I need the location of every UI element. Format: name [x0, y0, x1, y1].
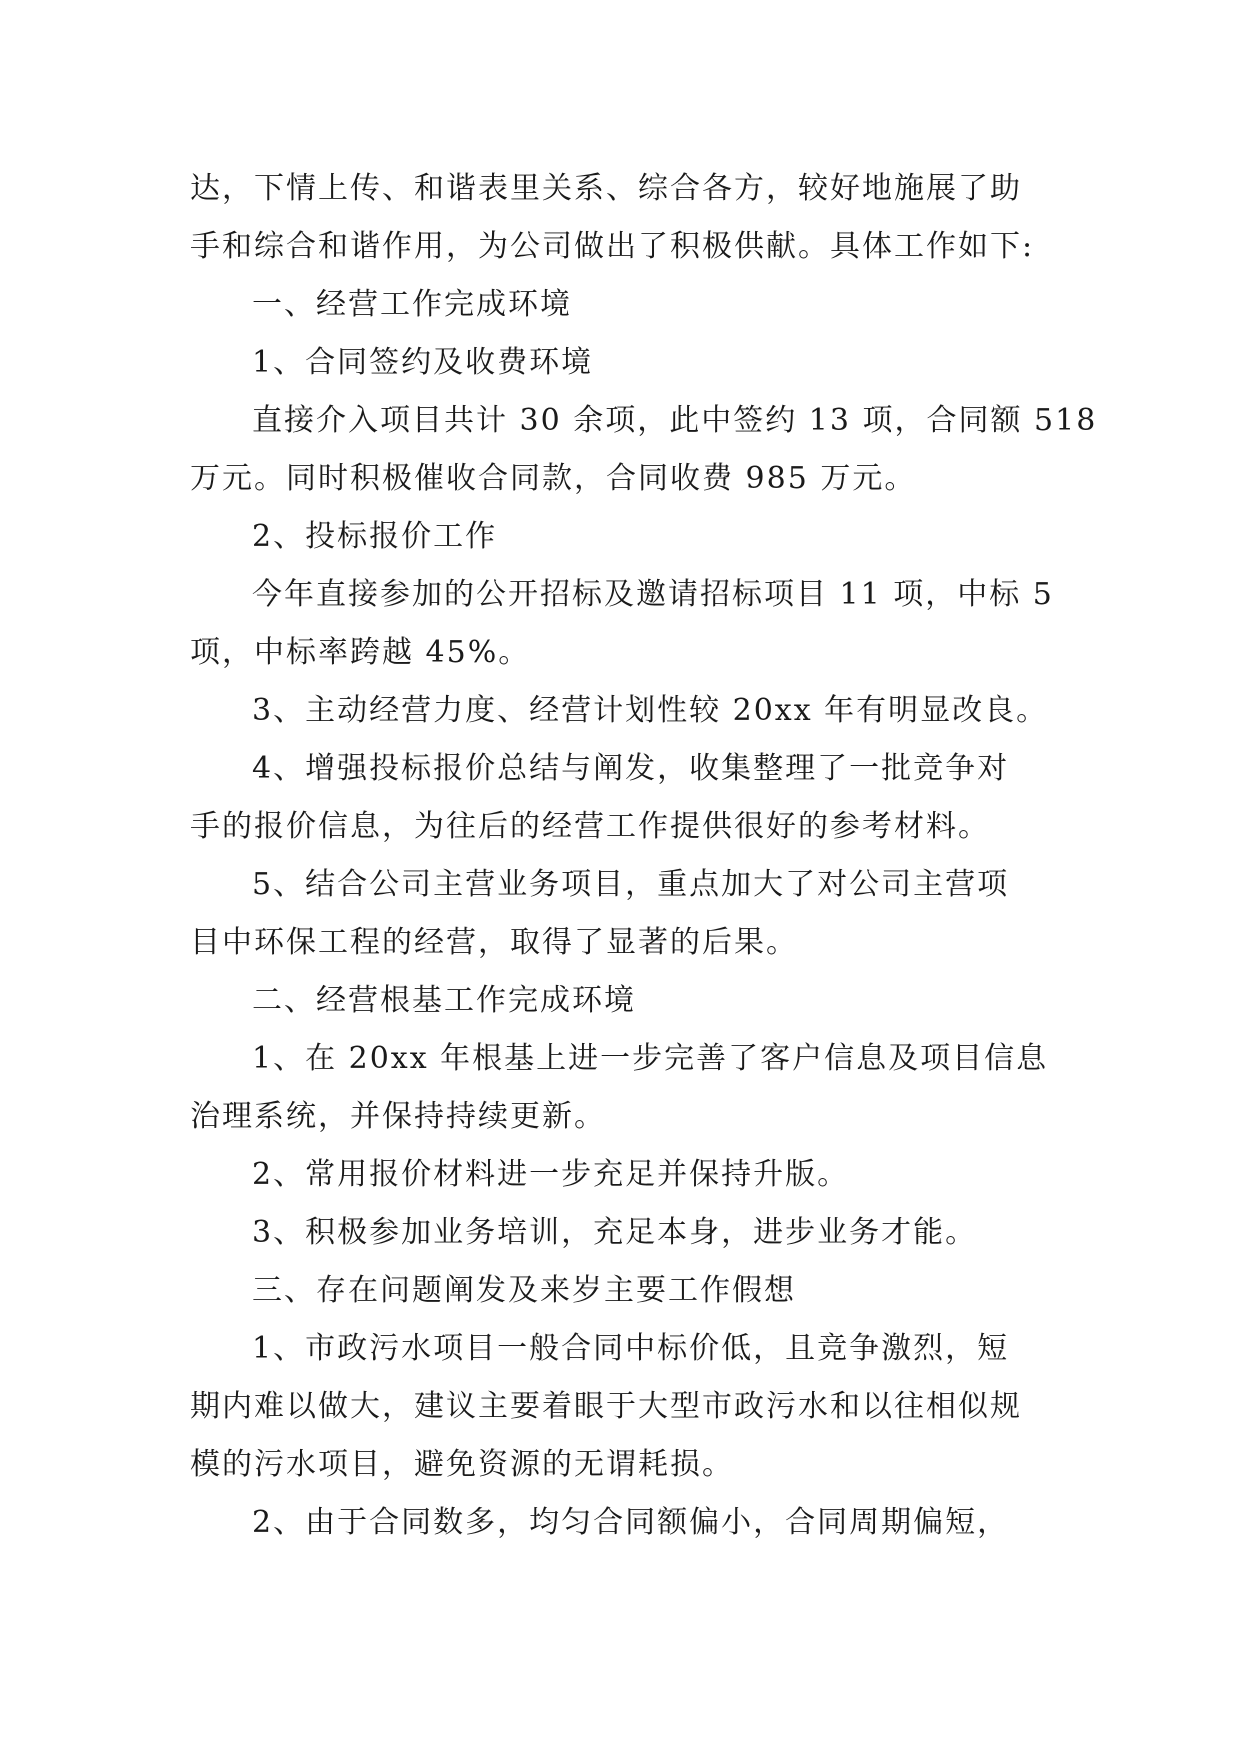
subsection-heading: 2、投标报价工作	[252, 519, 498, 554]
text-line: 手的报价信息，为往后的经营工作提供很好的参考材料。	[190, 809, 990, 844]
text-line: 今年直接参加的公开招标及邀请招标项目 11 项，中标 5	[252, 577, 1054, 612]
section-heading: 二、经营根基工作完成环境	[252, 983, 636, 1018]
text-line: 万元。同时积极催收合同款，合同收费 985 万元。	[190, 461, 917, 496]
text-line: 目中环保工程的经营，取得了显著的后果。	[190, 925, 798, 960]
text-line: 达，下情上传、和谐表里关系、综合各方，较好地施展了助	[190, 171, 1022, 206]
text-line: 模的污水项目，避免资源的无谓耗损。	[190, 1447, 734, 1482]
section-heading: 三、存在问题阐发及来岁主要工作假想	[252, 1273, 796, 1308]
text-line: 3、主动经营力度、经营计划性较 20xx 年有明显改良。	[252, 693, 1049, 728]
text-line: 5、结合公司主营业务项目，重点加大了对公司主营项	[252, 867, 1010, 902]
text-line: 直接介入项目共计 30 余项，此中签约 13 项，合同额 518	[252, 403, 1098, 438]
text-line: 2、由于合同数多，均匀合同额偏小，合同周期偏短，	[252, 1505, 1010, 1540]
text-line: 2、常用报价材料进一步充足并保持升版。	[252, 1157, 850, 1192]
body-text	[190, 160, 1098, 1552]
text-line: 3、积极参加业务培训，充足本身，进步业务才能。	[252, 1215, 978, 1250]
text-line: 项，中标率跨越 45%。	[190, 635, 531, 670]
text-line: 治理系统，并保持持续更新。	[190, 1099, 606, 1134]
text-line: 期内难以做大，建议主要着眼于大型市政污水和以往相似规	[190, 1389, 1022, 1424]
text-line: 1、市政污水项目一般合同中标价低，且竞争激烈，短	[252, 1331, 1010, 1366]
section-heading: 一、经营工作完成环境	[252, 287, 572, 322]
subsection-heading: 1、合同签约及收费环境	[252, 345, 594, 380]
text-line: 手和综合和谐作用，为公司做出了积极供献。具体工作如下:	[190, 229, 1035, 264]
text-line: 4、增强投标报价总结与阐发，收集整理了一批竞争对	[252, 751, 1010, 786]
text-line: 1、在 20xx 年根基上进一步完善了客户信息及项目信息	[252, 1041, 1049, 1076]
